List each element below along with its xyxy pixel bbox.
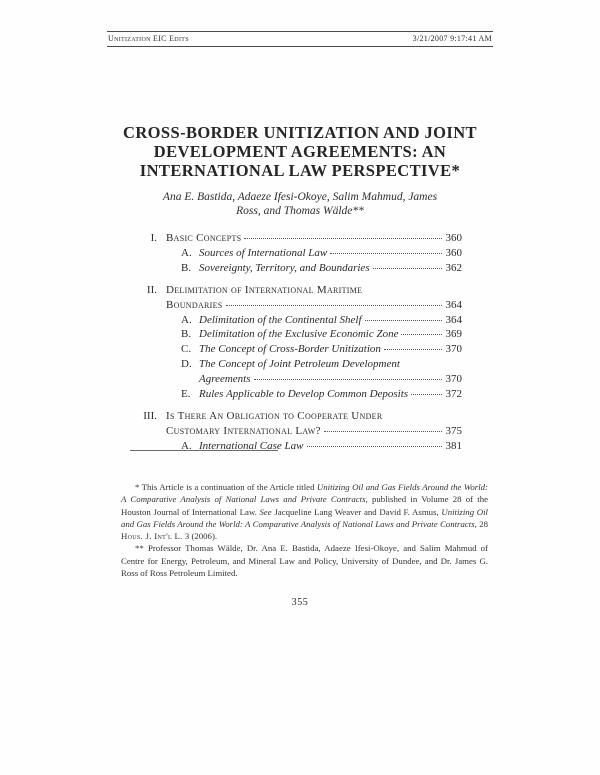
toc-entry-label: Customary International Law?: [166, 424, 321, 437]
toc-dot-leader: [384, 349, 442, 350]
toc-entry-label: Sources of International Law: [199, 246, 328, 259]
toc-row: [142, 261, 462, 276]
footnote-1-text: Jacqueline Lang Weaver and David F. Asmus,: [271, 506, 442, 517]
toc-entry-label: Delimitation of the Continental Shelf: [199, 313, 362, 326]
running-header: [107, 31, 493, 47]
toc-page-ref: 370: [445, 373, 462, 386]
footnote-1-italic-title: Unitizing Oil and Gas Fields Around the World: A Comparative Analysis of National Laws and Private Contracts: [121, 506, 488, 529]
title-line-1: CROSS-BORDER UNITIZATION AND JOINT: [123, 123, 477, 142]
toc-dot-leader: [330, 253, 441, 254]
table-of-contents: [142, 231, 462, 454]
title-line-2: DEVELOPMENT AGREEMENTS: AN: [153, 142, 447, 161]
toc-entry-label: Agreements: [199, 373, 251, 386]
toc-letter: B.: [181, 261, 192, 274]
toc-row: [142, 246, 462, 261]
toc-row: [142, 424, 462, 439]
toc-entry-label: Delimitation of the Exclusive Economic Zone: [199, 328, 399, 341]
toc-letter: A.: [181, 439, 192, 452]
toc-row: [142, 357, 462, 372]
toc-page-ref: 370: [445, 343, 462, 356]
footnotes: [121, 481, 488, 579]
toc-page-ref: 381: [445, 439, 462, 452]
toc-dot-leader: [226, 305, 442, 306]
footnote-separator: [130, 450, 278, 451]
footnote-1-text: , 28: [474, 518, 489, 529]
toc-entry-label: The Concept of Cross-Border Unitization: [199, 343, 381, 356]
toc-page-ref: 360: [445, 246, 462, 259]
toc-row: [142, 342, 462, 357]
toc-dot-leader: [254, 379, 442, 380]
toc-number: I.: [150, 232, 157, 244]
toc-row: [142, 409, 462, 424]
toc-page-ref: 372: [445, 388, 462, 401]
toc-row: [142, 372, 462, 387]
toc-page-ref: 360: [445, 232, 462, 244]
footnote-1-see-signal: See: [259, 506, 272, 517]
title-line-3: INTERNATIONAL LAW PERSPECTIVE*: [139, 161, 461, 180]
toc-page-ref: 364: [445, 298, 462, 311]
toc-letter: C.: [181, 343, 192, 356]
toc-letter: A.: [181, 313, 192, 326]
article-title: [0, 123, 600, 180]
toc-entry-label: International Case Law: [199, 439, 304, 452]
toc-entry-label: Sovereignty, Territory, and Boundaries: [199, 261, 370, 274]
toc-letter: A.: [181, 246, 192, 259]
toc-page-ref: 362: [445, 261, 462, 274]
footnote-1-journal-abbrev: Hous. J. Int'l L.: [121, 531, 183, 542]
toc-letter: E.: [181, 388, 191, 401]
toc-page-ref: 369: [445, 328, 462, 341]
toc-dot-leader: [244, 238, 441, 239]
toc-row: [142, 298, 462, 313]
footnote-1-text: 3 (2006).: [182, 531, 218, 542]
toc-page-ref: 364: [445, 313, 462, 326]
toc-dot-leader: [307, 446, 442, 447]
toc-dot-leader: [373, 268, 442, 269]
toc-entry-label: Basic Concepts: [166, 232, 242, 244]
toc-row: [142, 313, 462, 328]
toc-row: [142, 327, 462, 342]
toc-number: II.: [146, 283, 157, 296]
header-timestamp: 3/21/2007 9:17:41 AM: [412, 34, 492, 43]
toc-dot-leader: [411, 394, 441, 395]
toc-letter: D.: [181, 358, 192, 371]
toc-dot-leader: [365, 320, 442, 321]
toc-entry-label: The Concept of Joint Petroleum Development: [199, 358, 400, 371]
page-number: 355: [291, 597, 309, 608]
header-filename: Unitization EIC Edits: [108, 34, 189, 43]
toc-letter: B.: [181, 328, 192, 341]
toc-entry-label: Boundaries: [166, 298, 223, 311]
toc-entry-label: Is There An Obligation to Cooperate Under: [166, 409, 383, 422]
toc-page-ref: 375: [445, 424, 462, 437]
author-byline: [0, 190, 600, 218]
toc-entry-label: Rules Applicable to Develop Common Deposits: [199, 388, 409, 401]
footnote-1-text: * This Article is a continuation of the Article titled: [135, 482, 317, 492]
toc-row: [142, 283, 462, 298]
toc-dot-leader: [401, 334, 441, 335]
footnote-1-italic-title: Unitizing Oil and Gas Fields Around the World: A Comparative Analysis of National Laws and Private Contracts,: [121, 482, 488, 505]
toc-number: III.: [143, 409, 157, 422]
author-line-1: Ana E. Bastida, Adaeze Ifesi-Okoye, Salim Mahmud, James: [162, 191, 438, 203]
footnote-2: ** Professor Thomas Wälde, Dr. Ana E. Bastida, Adaeze Ifesi-Okoye, and Salim Mahmud of Centre for Energy, Petroleum, and Mineral Law and Policy, University of Dundee, and Dr. James G. Ross of Ross Petroleum Limited.: [121, 543, 488, 579]
author-line-2: Ross, and Thomas Wälde**: [236, 205, 364, 217]
toc-row: [142, 439, 462, 454]
footnote-1-text: published in Volume 28 of the Houston Journal of International Law.: [121, 494, 488, 517]
toc-row: [142, 387, 462, 402]
toc-entry-label: Delimitation of International Maritime: [166, 283, 363, 296]
footnote-1: [121, 481, 488, 542]
toc-dot-leader: [324, 431, 442, 432]
toc-row: [142, 231, 462, 246]
